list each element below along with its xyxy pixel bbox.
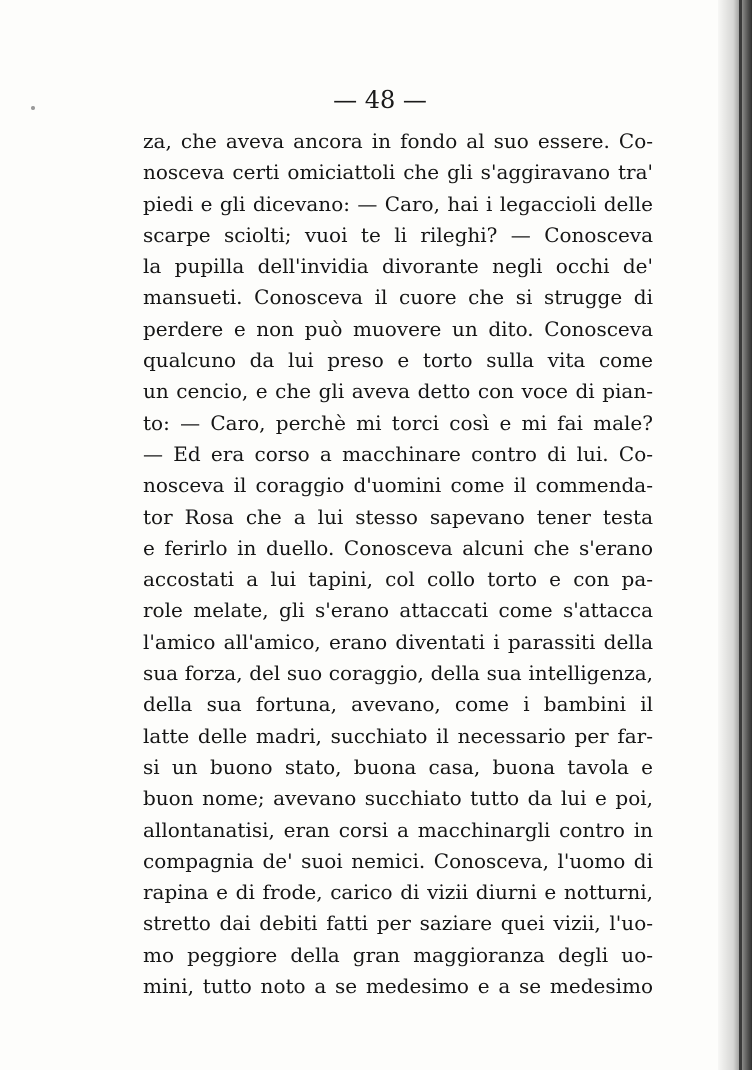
text-line: nosceva certi omiciattoli che gli s'aggiravano tra' — [143, 160, 653, 185]
body-text — [143, 126, 653, 1002]
text-line: stretto dai debiti fatti per saziare quei vizii, l'uo- — [143, 911, 653, 936]
text-line: e ferirlo in duello. Conosceva alcuni che s'erano — [143, 535, 653, 560]
text-line: rapina e di frode, carico di vizii diurni e notturni, — [143, 880, 653, 905]
text-line: si un buono stato, buona casa, buona tavola e — [143, 754, 653, 779]
text-line: allontanatisi, eran corsi a macchinargli contro in — [143, 817, 653, 842]
text-line: nosceva il coraggio d'uomini come il commenda- — [143, 473, 653, 498]
binding-edge-line — [739, 0, 742, 1070]
text-line: to: — Caro, perchè mi torci così e mi fai male? — [143, 410, 653, 435]
text-line: compagnia de' suoi nemici. Conosceva, l'uomo di — [143, 848, 653, 873]
text-line: sua forza, del suo coraggio, della sua intelligenza, — [143, 661, 653, 686]
text-line: buon nome; avevano succhiato tutto da lui e poi, — [143, 786, 653, 811]
text-line: accostati a lui tapini, col collo torto e con pa- — [143, 567, 653, 592]
text-line: qualcuno da lui preso e torto sulla vita come — [143, 348, 653, 373]
text-line: mo peggiore della gran maggioranza degli uo- — [143, 942, 653, 967]
text-line: l'amico all'amico, erano diventati i parassiti della — [143, 629, 653, 654]
text-line: piedi e gli dicevano: — Caro, hai i legaccioli delle — [143, 191, 653, 216]
text-line: mini, tutto noto a se medesimo e a se medesimo — [143, 974, 653, 999]
paper-speck — [31, 106, 35, 110]
text-line: perdere e non può muovere un dito. Conosceva — [143, 316, 653, 341]
text-line: mansueti. Conosceva il cuore che si strugge di — [143, 285, 653, 310]
text-line: un cencio, e che gli aveva detto con voce di pian- — [143, 379, 653, 404]
text-line: della sua fortuna, avevano, come i bambini il — [143, 692, 653, 717]
text-line: role melate, gli s'erano attaccati come s'attacca — [143, 598, 653, 623]
text-line: — Ed era corso a macchinare contro di lui. Co- — [143, 441, 653, 466]
page-edge-shadow — [718, 0, 752, 1070]
text-line: za, che aveva ancora in fondo al suo essere. Co- — [143, 129, 653, 153]
text-line: latte delle madri, succhiato il necessario per far- — [143, 723, 653, 748]
page-number: — 48 — — [333, 86, 427, 114]
text-line: scarpe sciolti; vuoi te li rileghi? — Conosceva — [143, 222, 653, 247]
text-line: tor Rosa che a lui stesso sapevano tener testa — [143, 504, 653, 529]
text-line: la pupilla dell'invidia divorante negli occhi de' — [143, 254, 653, 279]
